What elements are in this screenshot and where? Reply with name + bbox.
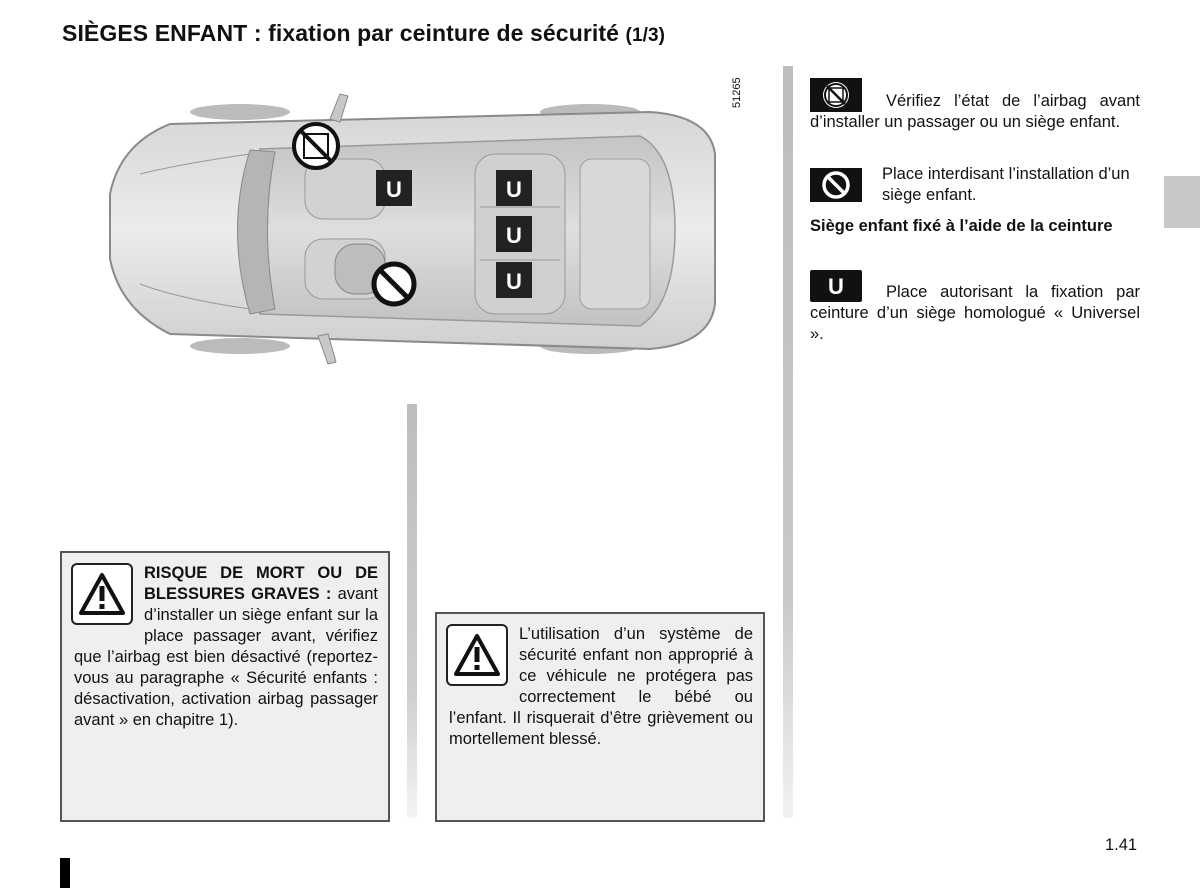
prohibited-paragraph xyxy=(810,164,1140,206)
universal-text: Place autorisant la fixation par ceinture d’un siège homologué « Universel ». xyxy=(810,283,1140,343)
warning-body: L’utilisation d’un système de sécurité enfant non approprié à ce véhicule ne protégera pas correctement le bébé ou l’enfant. Il risquerait d’être grièvement ou mortellement blessé. xyxy=(449,625,753,748)
airbag-check-paragraph xyxy=(810,78,1140,133)
universal-seat-icon xyxy=(810,270,862,302)
page-title-part: (1/3) xyxy=(625,25,666,46)
corner-mark xyxy=(60,858,70,888)
prohibited-icon xyxy=(374,264,414,304)
universal-paragraph xyxy=(810,270,1140,345)
seat-badge-rear-center xyxy=(496,216,532,252)
universal-seat-icon-label: U xyxy=(828,273,844,299)
page-number: 1.41 xyxy=(1105,836,1138,854)
warning-body: avant d’installer un siège enfant sur la place passager avant, vérifiez que l’airbag est bien désactivé (reportez-vous au paragraphe « Sécurité enfants : désactivation, activation airbag passager avant » en chapitre 1). xyxy=(74,585,378,729)
column-separator-left xyxy=(407,404,417,818)
seat-badge-front-left xyxy=(376,170,412,206)
prohibited-icon xyxy=(810,168,862,202)
warning-box-compatibility xyxy=(435,612,765,822)
airbag-warning-icon xyxy=(810,78,862,112)
page-title xyxy=(62,20,665,47)
warning-text-compatibility xyxy=(449,624,753,750)
warning-text-airbag xyxy=(74,563,378,731)
warning-box-airbag xyxy=(60,551,390,822)
page-title-main: SIÈGES ENFANT : fixation par ceinture de sécurité xyxy=(62,20,620,46)
section-heading: Siège enfant fixé à l’aide de la ceinture xyxy=(810,217,1113,235)
svg-text:U: U xyxy=(506,177,522,202)
seat-badge-rear-right xyxy=(496,262,532,298)
chapter-tab xyxy=(1164,176,1200,228)
prohibited-text: Place interdisant l’installation d’un siège enfant. xyxy=(882,165,1130,204)
svg-text:U: U xyxy=(386,177,402,202)
car-seat-diagram xyxy=(100,64,770,384)
svg-text:U: U xyxy=(506,223,522,248)
airbag-check-text: Vérifiez l’état de l’airbag avant d’installer un passager ou un siège enfant. xyxy=(810,92,1140,131)
airbag-warning-icon xyxy=(294,124,338,168)
column-separator xyxy=(783,66,793,818)
warning-heading: RISQUE DE MORT OU DE BLESSURES GRAVES : xyxy=(144,564,378,603)
svg-text:U: U xyxy=(506,269,522,294)
seat-badge-rear-left xyxy=(496,170,532,206)
figure-reference-number: 51265 xyxy=(731,77,743,108)
